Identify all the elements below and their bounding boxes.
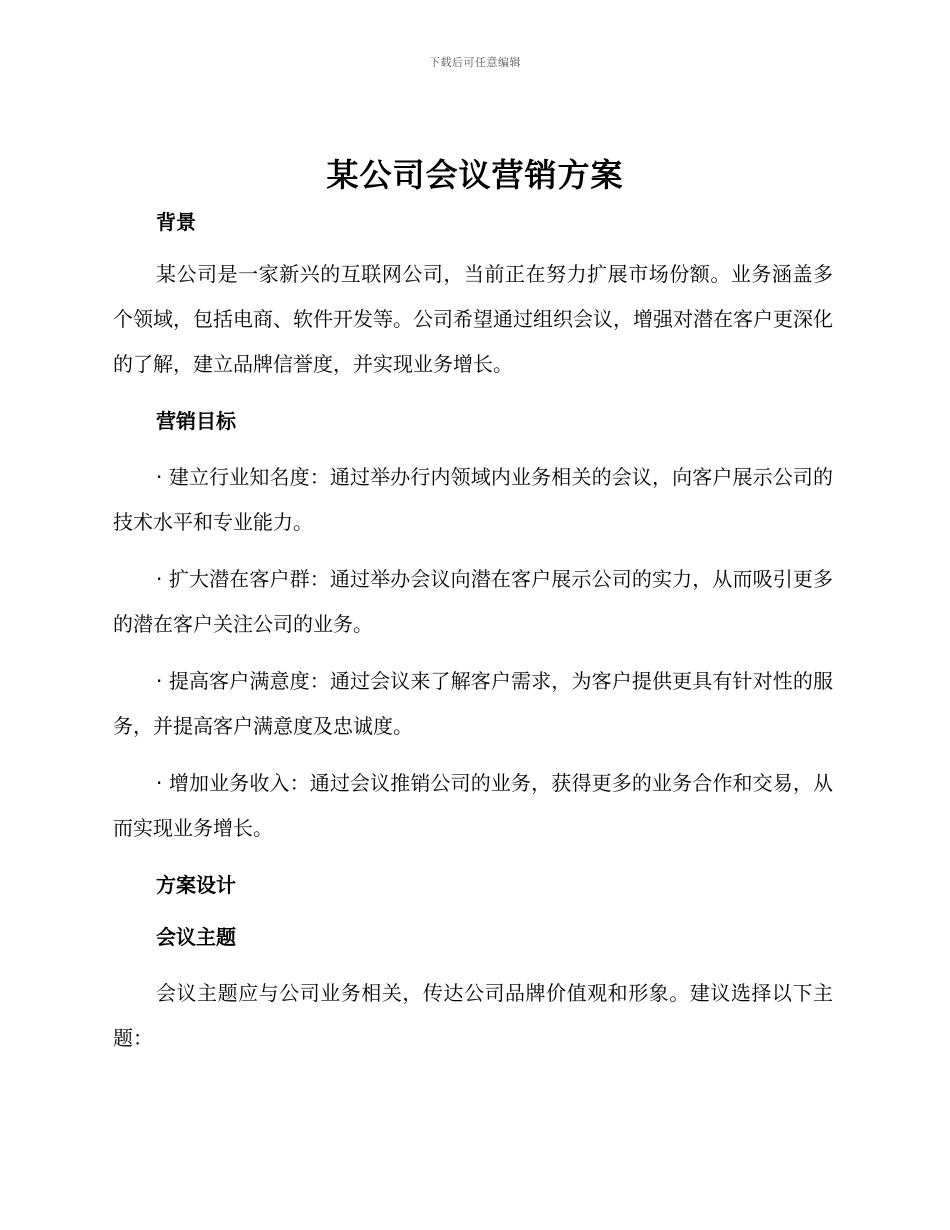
theme-paragraph: 会议主题应与公司业务相关，传达公司品牌价值观和形象。建议选择以下主题： [113, 981, 833, 1050]
subsection-heading-theme: 会议主题 [156, 925, 236, 949]
section-heading-design: 方案设计 [156, 873, 236, 897]
goal-item-3: · 提高客户满意度：通过会议来了解客户需求，为客户提供更具有针对性的服务，并提高客户满意度及忠诚度。 [113, 669, 833, 738]
section-heading-goals: 营销目标 [156, 409, 236, 433]
goal-item-1: · 建立行业知名度：通过举办行内领域内业务相关的会议，向客户展示公司的技术水平和专业能力。 [113, 465, 833, 534]
page-header-note: 下载后可任意编辑 [429, 56, 521, 69]
document-title: 某公司会议营销方案 [326, 156, 624, 194]
section-heading-background: 背景 [156, 210, 196, 234]
goal-item-2: · 扩大潜在客户群：通过举办会议向潜在客户展示公司的实力，从而吸引更多的潜在客户关注公司的业务。 [113, 567, 833, 636]
document-body [113, 200, 833, 1061]
background-paragraph: 某公司是一家新兴的互联网公司，当前正在努力扩展市场份额。业务涵盖多个领域，包括电商、软件开发等。公司希望通过组织会议，增强对潜在客户更深化的了解，建立品牌信誉度，并实现业务增长。 [113, 262, 833, 376]
goal-item-4: · 增加业务收入：通过会议推销公司的业务，获得更多的业务合作和交易，从而实现业务增长。 [113, 771, 833, 840]
